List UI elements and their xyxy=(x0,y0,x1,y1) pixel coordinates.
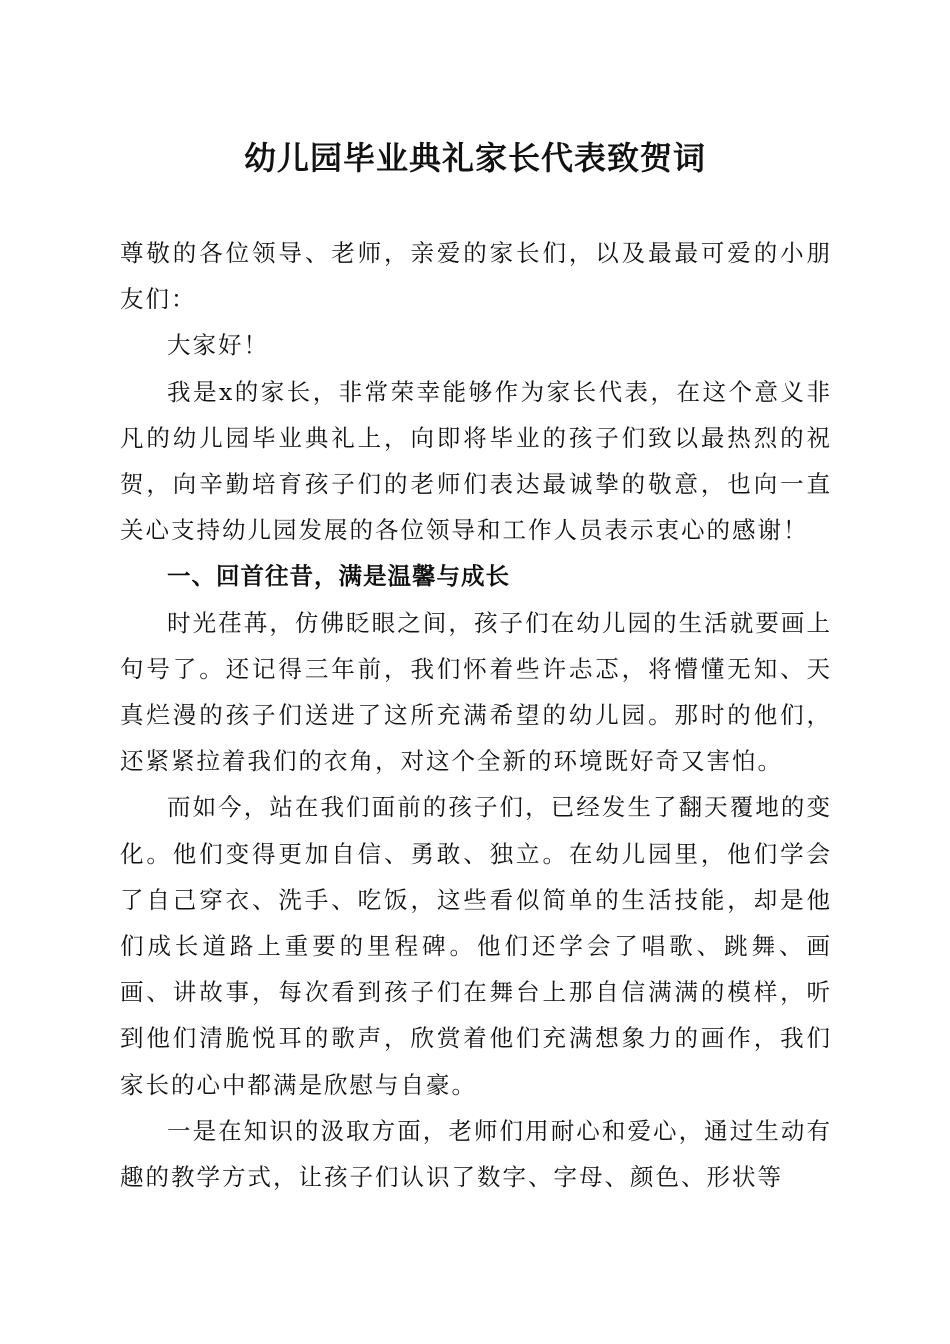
document-title: 幼儿园毕业典礼家长代表致贺词 xyxy=(243,139,706,177)
section-heading: 一、回首往昔，满是温馨与成长 xyxy=(167,562,510,591)
intro-paragraph: 我是x的家长，非常荣幸能够作为家长代表，在这个意义非凡的幼儿园毕业典礼上，向即将毕业的孩子们致以最热烈的祝贺，向辛勤培育孩子们的老师们表达最诚挚的敬意，也向一直关心支持幼儿园发展的各位领导和工作人员表示衷心的感谢！ xyxy=(120,377,832,545)
body-paragraph: 而如今，站在我们面前的孩子们，已经发生了翻天覆地的变化。他们变得更加自信、勇敢、独立。在幼儿园里，他们学会了自己穿衣、洗手、吃饭，这些看似简单的生活技能，却是他们成长道路上重要的里程碑。他们还学会了唱歌、跳舞、画画、讲故事，每次看到孩子们在舞台上那自信满满的模样，听到他们清脆悦耳的歌声，欣赏着他们充满想象力的画作，我们家长的心中都满是欣慰与自豪。 xyxy=(120,793,832,1099)
greeting: 大家好！ xyxy=(167,331,269,360)
body-paragraph: 一是在知识的汲取方面，老师们用耐心和爱心，通过生动有趣的教学方式，让孩子们认识了数字、字母、颜色、形状等 xyxy=(120,1116,832,1192)
salutation: 尊敬的各位领导、老师，亲爱的家长们，以及最最可爱的小朋友们： xyxy=(120,239,832,314)
body-paragraph: 时光荏苒，仿佛眨眼之间，孩子们在幼儿园的生活就要画上句号了。还记得三年前，我们怀着些许忐忑，将懵懂无知、天真烂漫的孩子们送进了这所充满希望的幼儿园。那时的他们，还紧紧拉着我们的衣角，对这个全新的环境既好奇又害怕。 xyxy=(120,608,832,776)
document-body xyxy=(120,230,832,1200)
